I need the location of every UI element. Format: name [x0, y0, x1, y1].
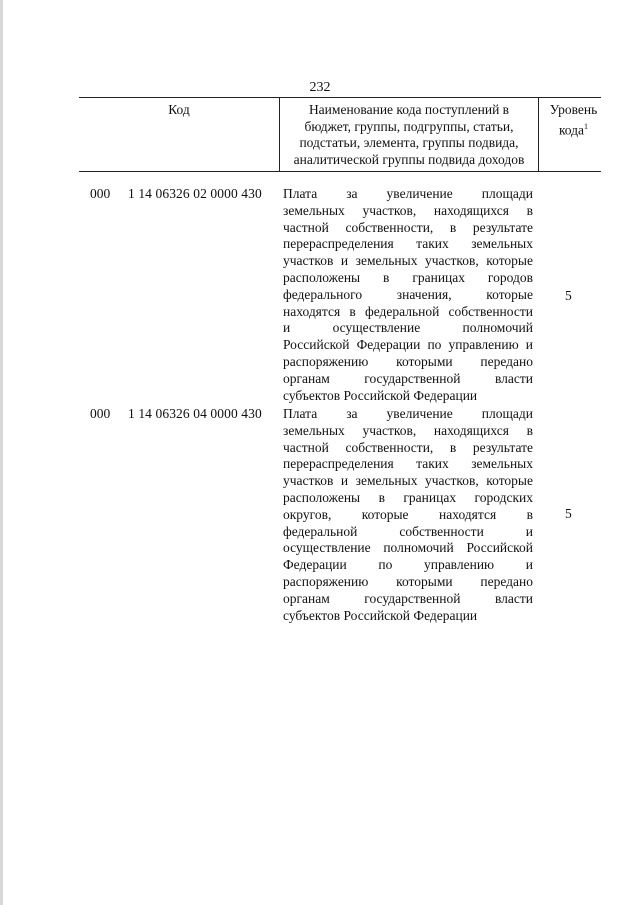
- code-level: 5: [565, 288, 572, 303]
- description-line: Федерации по управлению и: [283, 557, 533, 573]
- description-line: субъектов Российской Федерации: [283, 387, 478, 403]
- header-level-cell: [538, 98, 601, 171]
- table-header: [79, 97, 601, 172]
- description-line: субъектов Российской Федерации: [283, 607, 478, 623]
- description-line: федерального значения, которые: [283, 286, 533, 302]
- description-line: органам государственной власти: [283, 370, 533, 386]
- revenue-description: [283, 186, 533, 404]
- header-level-line: Уровень: [549, 102, 598, 117]
- description-line: Российской Федерации по управлению и: [283, 337, 533, 353]
- description-line: федеральной собственности и: [283, 523, 533, 539]
- revenue-code: 1 14 06326 04 0000 430: [128, 406, 262, 421]
- description-line: распоряжению которыми передано: [283, 573, 533, 589]
- header-name-line: Наименование кода поступлений в: [308, 102, 510, 117]
- description-line: и осуществление полномочий: [283, 320, 533, 336]
- description-line: участков и земельных участков, которые: [283, 473, 533, 489]
- description-line: осуществление полномочий Российской: [283, 540, 533, 556]
- description-line: Плата за увеличение площади: [283, 406, 533, 421]
- description-line: частной собственности, в результате: [283, 439, 533, 455]
- revenue-description: [283, 406, 533, 624]
- revenue-code: 1 14 06326 02 0000 430: [128, 186, 262, 201]
- scan-edge: [0, 0, 3, 905]
- description-line: участков и земельных участков, которые: [283, 253, 533, 269]
- header-name-label: [280, 98, 538, 168]
- header-name-line: подстатьи, элемента, группы подвида,: [299, 135, 519, 150]
- header-code-cell: [79, 98, 279, 171]
- description-line: расположены в границах городов: [283, 269, 533, 285]
- description-line: перераспределения таких земельных: [283, 456, 533, 472]
- header-code-label: Код: [168, 102, 190, 117]
- header-name-line: бюджет, группы, подгруппы, статьи,: [304, 118, 514, 134]
- description-line: перераспределения таких земельных: [283, 236, 533, 252]
- description-line: частной собственности, в результате: [283, 219, 533, 235]
- header-level-label: [538, 98, 601, 139]
- description-line: распоряжению которыми передано: [283, 353, 533, 369]
- header-name-cell: [279, 98, 539, 171]
- admin-code: 000: [90, 186, 111, 201]
- description-line: находятся в федеральной собственности: [283, 303, 533, 319]
- description-line: расположены в границах городских: [283, 489, 533, 505]
- code-level: 5: [565, 506, 572, 521]
- footnote-mark: 1: [584, 121, 589, 131]
- admin-code: 000: [90, 406, 111, 421]
- description-line: земельных участков, находящихся в: [283, 202, 533, 218]
- description-line: органам государственной власти: [283, 590, 533, 606]
- header-name-line: аналитической группы подвида доходов: [293, 151, 525, 167]
- header-level-word: кода: [558, 122, 585, 137]
- header-level-line-2: [546, 119, 601, 139]
- description-line: земельных участков, находящихся в: [283, 422, 533, 438]
- page-number: 232: [309, 80, 331, 95]
- description-line: Плата за увеличение площади: [283, 186, 533, 201]
- description-line: округов, которые находятся в: [283, 506, 533, 522]
